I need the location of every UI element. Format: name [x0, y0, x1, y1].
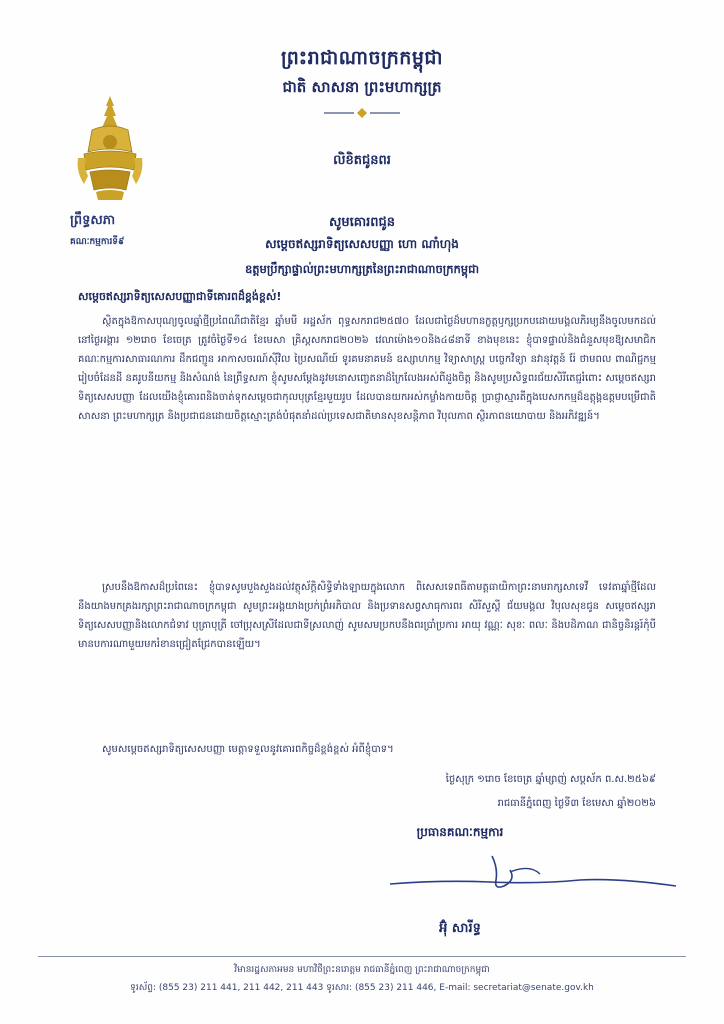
addressee-intro: សូមគោរពជូន	[328, 215, 395, 230]
footer-divider	[38, 956, 686, 957]
signatory-title: ប្រធានគណៈកម្មការ	[416, 825, 504, 839]
body-paragraph-2: ស្របនឹងឱកាសដ៏ប្រពៃនេះ ខ្ញុំបាទសូមបួងសួងដល់វត្ថុស័ក្តិសិទ្ធិទាំងឡាយក្នុងលោក ពិសេសទេពធីតាមត្តធាយិកាព្រះនាមរាក្សសាទេវី ទេវតាឆ្នាំថ្មីដែលនឹងយាងមកគ្រងរក្សាព្រះរាជាណាចក្រកម្ពុជា សូមព្រះអង្គយាងប្រក់ព្រំអភិបាល និងប្រទានសព្វសាធុការពរ សិរីសួស្តី ជ័យមង្គល វិបុលសុខជូន សម្តេចឥស្សរាទិត្យសេសបញ្ញានិងលោកជំទាវ បុត្រាបុត្រី ចៅប្រុសស្រីដែលជាទីស្រលាញ់ សូមសមប្រកបនឹងពរប្រាំប្រការ អាយុ វណ្ណៈ សុខៈ ពលៈ និងបដិភាណ ជានិច្ចនិរន្តរ៍កុំបីមានបការណាមួយមករំខានជ្រៀតជ្រែកបានឡើយ។	[78, 582, 656, 650]
footer-contact: ទូរស័ព្ទ: (855 23) 211 441, 211 442, 211 443 ទូរសារ: (855 23) 211 446, E-mail: secretariat@senate.gov.kh	[130, 983, 594, 993]
recipient-name: សម្តេចឥស្សរាទិត្យសេសបញ្ញា ហោ ណាំហុង	[265, 237, 459, 251]
senate-emblem-icon	[74, 92, 146, 204]
handwritten-signature	[380, 850, 680, 898]
body-paragraph-1: ស្ថិតក្នុងឱកាសបុណ្យចូលឆ្នាំថ្មីប្រពៃណីជាតិខ្មែរ ឆ្នាំមមី អដ្ឋស័ក ពុទ្ធសករាជ២៥៧០ ដែលជាថ្ងៃដ៏មហានក្ខត្តឫក្សប្រកបដោយមង្គលភិរម្យនឹងចូលមកដល់នៅថ្ងៃអង្គារ ១២រោច ខែចេត្រ ត្រូវចំថ្ងៃទី១៤ ខែមេសា គ្រិស្តសករាជ២០២៦ វេលាម៉ោង១០និង៤៨នាទី ខាងមុខនេះ ខ្ញុំបាទផ្ទាល់និងជំនួសមុខឱ្យសមាជិកគណៈកម្មការសាធារណការ ដឹកជញ្ជូន អាកាសចរណ៍ស៊ីវិល ប្រៃសណីយ៍ ទូរគមនាគមន៍ ឧស្សាហកម្ម វិទ្យាសាស្ត្រ បច្ចេកវិទ្យា នវានុវត្តន៍ រ៉ែ ថាមពល ពាណិជ្ជកម្ម រៀបចំដែនដី នគរូបនីយកម្ម និងសំណង់ នៃព្រឹទ្ធសភា ខ្ញុំសូមសម្តែងនូវមនោសញ្ចេតនាដ៏ក្រៃលែងអស់ពីដួងចិត្ត និងសូមប្រសិទ្ធពរជ័យសិរីតេជ្ជរំពោះ សម្តេចឥស្សរាទិត្យសេសបញ្ញា ដែលយើងខ្ញុំគោរពនិងចាត់ទុកសម្តេចជាកុលបុត្រខ្មែរមួយរូប ដែលបានយកអស់កម្លាំងកាយចិត្ត ប្រាជ្ញាស្មារតីក្នុងបេសកកម្មដ៏ឧត្តុង្គឧត្តមបម្រើជាតិ សាសនា ព្រះមហាក្សត្រ និងប្រជាជនដោយចិត្តស្មោះត្រង់បំផុតនាំដល់ប្រទេសជាតិមានសុខសន្តិភាព វិបុលភាព ស្ថិរភាពនយោបាយ និងអភិវឌ្ឍន៍។	[78, 316, 656, 422]
sender-institution: ព្រឹទ្ធសភា	[70, 213, 116, 228]
salutation: សម្តេចឥស្សរាទិត្យសេសបញ្ញាជាទីគោរពដ៏ខ្ពង់ខ្ពស់!	[78, 290, 282, 303]
date-lunar: ថ្ងៃសុក្រ ១រោច ខែចេត្រ ឆ្នាំម្សាញ់ សប្តស័ក ព.ស.២៥៦៩	[445, 774, 656, 785]
date-solar: រាជធានីភ្នំពេញ ថ្ងៃទី៣ ខែមេសា ឆ្នាំ២០២៦	[497, 798, 656, 809]
ornament-divider	[322, 106, 402, 120]
letter-type: លិខិតជូនពរ	[333, 153, 391, 168]
recipient-title: ឧត្តមប្រឹក្សាផ្ទាល់ព្រះមហាក្សត្រនៃព្រះរាជាណាចក្រកម្ពុជា	[244, 262, 480, 276]
national-motto: ជាតិ សាសនា ព្រះមហាក្សត្រ	[282, 78, 442, 96]
kingdom-title: ព្រះរាជាណាចក្រកម្ពុជា	[281, 47, 443, 69]
footer-address: វិមានរដ្ឋសភាអមន មហាវិថីព្រះនរោត្តម រាជធានីភ្នំពេញ ព្រះរាជាណាចក្រកម្ពុជា	[234, 965, 490, 975]
body-paragraph-3: សូមសម្តេចឥស្សរាទិត្យសេសបញ្ញា មេត្តាទទួលនូវគោរពកិច្ចដ៏ខ្ពង់ខ្ពស់ អំពីខ្ញុំបាទ។	[102, 744, 394, 755]
sender-committee: គណៈកម្មការទី៩	[70, 237, 125, 247]
signatory-name: អ៊ុំ សារីទ្ធ	[439, 921, 481, 936]
